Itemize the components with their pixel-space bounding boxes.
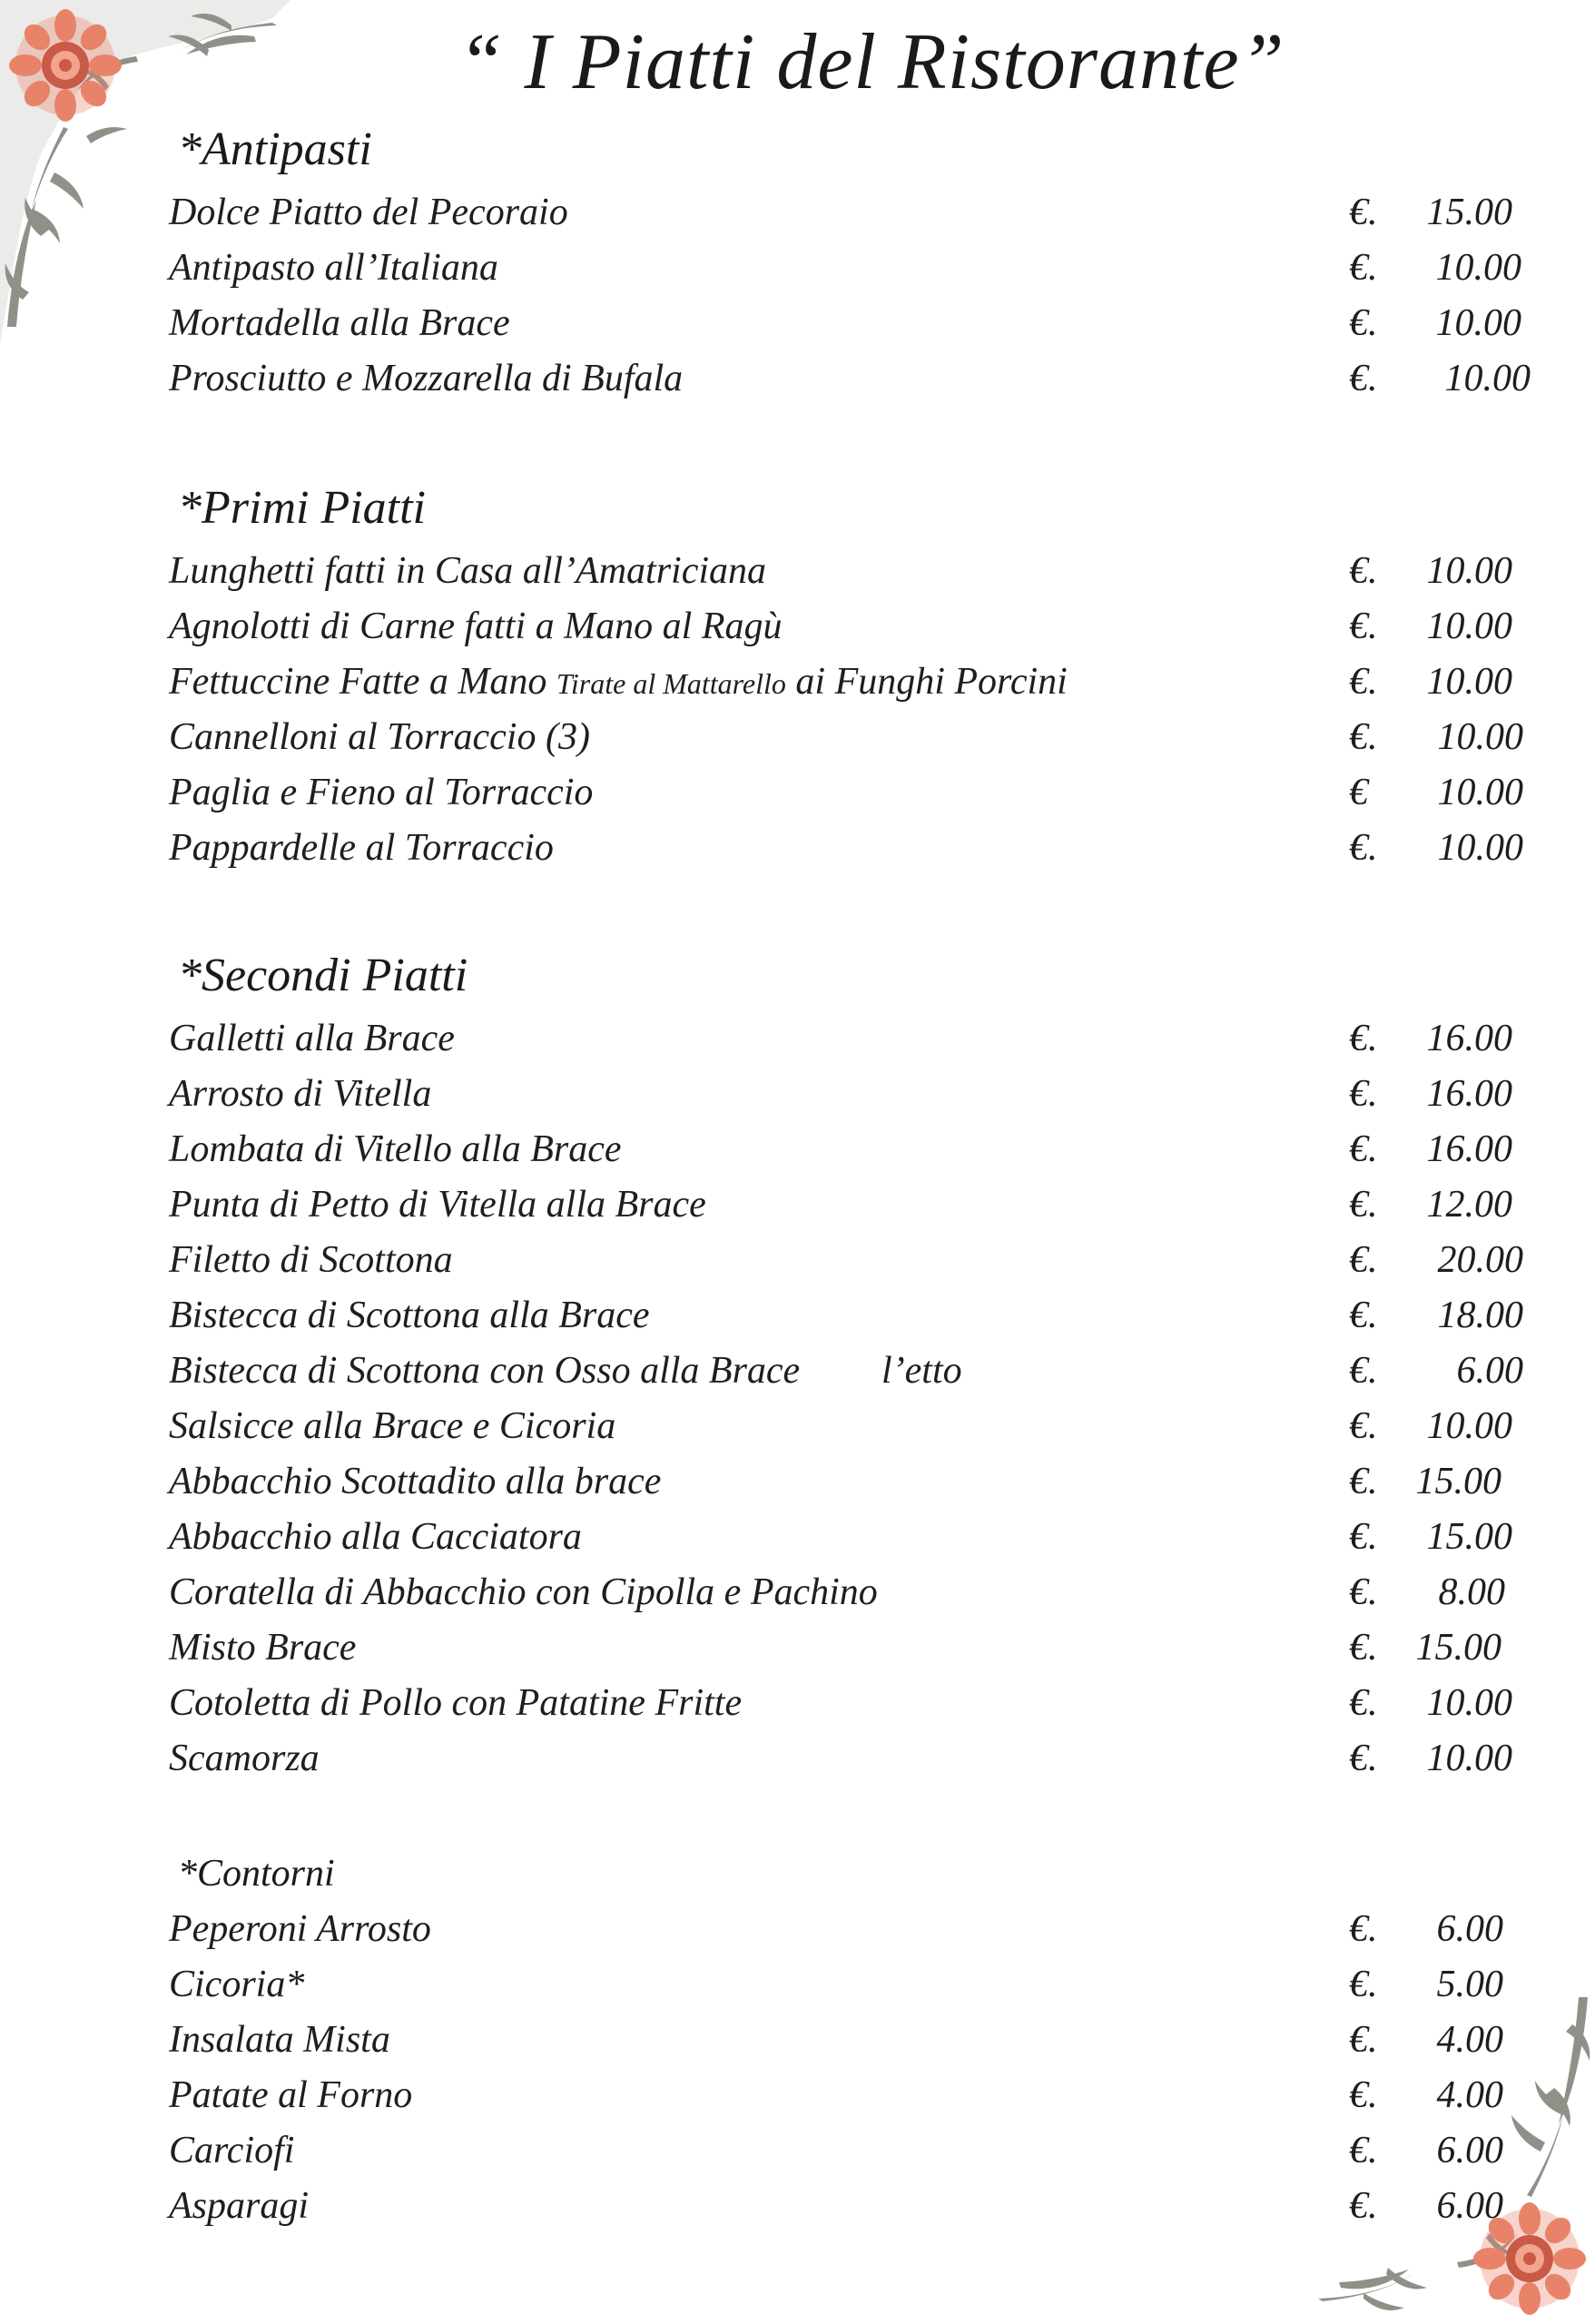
item-price: 6.00 <box>1436 1908 1503 1950</box>
item-price: 12.00 <box>1426 1184 1512 1226</box>
item-price: 10.00 <box>1437 716 1523 758</box>
menu-item <box>169 2129 1549 2181</box>
item-name: Peperoni Arrosto <box>169 1908 431 1950</box>
menu-item <box>169 1072 1549 1125</box>
item-currency: €. <box>1349 550 1378 592</box>
item-currency: €. <box>1349 1405 1378 1447</box>
menu-item <box>169 1294 1549 1346</box>
item-currency: €. <box>1349 2130 1378 2171</box>
item-currency: €. <box>1349 358 1378 399</box>
item-currency: €. <box>1349 827 1378 869</box>
item-currency: €. <box>1349 1184 1378 1226</box>
item-name: Lunghetti fatti in Casa all’Amatriciana <box>169 550 767 592</box>
item-currency: €. <box>1349 716 1378 758</box>
item-name: Asparagi <box>169 2185 310 2227</box>
item-currency: €. <box>1349 1461 1378 1502</box>
item-name: Coratella di Abbacchio con Cipolla e Pachino <box>169 1571 878 1613</box>
item-price: 15.00 <box>1426 192 1512 233</box>
menu-item <box>169 1907 1549 1960</box>
menu-item <box>169 1737 1549 1789</box>
item-name-detail: Tirate al Mattarello <box>556 667 786 700</box>
item-price: 16.00 <box>1426 1073 1512 1115</box>
item-currency: €. <box>1349 1128 1378 1170</box>
item-name: Cannelloni al Torraccio (3) <box>169 716 590 758</box>
item-name: Arrosto di Vitella <box>169 1073 432 1115</box>
item-name: Misto Brace <box>169 1627 357 1669</box>
item-price: 10.00 <box>1426 1405 1512 1447</box>
item-name: Lombata di Vitello alla Brace <box>169 1128 622 1170</box>
item-name: Punta di Petto di Vitella alla Brace <box>169 1184 706 1226</box>
page-title: “ I Piatti del Ristorante” <box>458 18 1285 106</box>
menu-item <box>169 1017 1549 1069</box>
item-name: Mortadella alla Brace <box>169 302 510 344</box>
item-currency: €. <box>1349 1571 1378 1613</box>
item-name: Scamorza <box>169 1738 320 1779</box>
item-currency: €. <box>1349 192 1378 233</box>
item-price: 10.00 <box>1426 606 1512 647</box>
menu-item <box>169 2018 1549 2071</box>
item-name: Dolce Piatto del Pecoraio <box>169 192 568 233</box>
item-price: 10.00 <box>1437 772 1523 813</box>
menu-item <box>169 191 1549 243</box>
menu-item <box>169 1571 1549 1623</box>
item-currency: €. <box>1349 1964 1378 2005</box>
menu-item <box>169 1404 1549 1457</box>
item-currency: €. <box>1349 302 1378 344</box>
item-name: Patate al Forno <box>169 2074 413 2116</box>
item-name: Abbacchio Scottadito alla brace <box>169 1461 662 1502</box>
item-price: 18.00 <box>1437 1295 1523 1336</box>
item-name: Antipasto all’Italiana <box>169 247 498 289</box>
item-price: 6.00 <box>1436 2130 1503 2171</box>
item-price: 4.00 <box>1436 2019 1503 2061</box>
menu-item <box>169 1183 1549 1236</box>
menu-item <box>169 660 1549 713</box>
item-name-end: ai Funghi Porcini <box>795 661 1068 703</box>
menu-item <box>169 826 1549 879</box>
item-currency: €. <box>1349 247 1378 289</box>
item-name: Carciofi <box>169 2130 295 2171</box>
section-title: *Antipasti <box>178 123 372 175</box>
item-currency: €. <box>1349 606 1378 647</box>
item-note: l’etto <box>881 1350 962 1392</box>
item-currency: €. <box>1349 2019 1378 2061</box>
item-currency: €. <box>1349 2074 1378 2116</box>
item-price: 16.00 <box>1426 1128 1512 1170</box>
item-currency: €. <box>1349 1295 1378 1336</box>
item-currency: €. <box>1349 1073 1378 1115</box>
section-title: *Contorni <box>178 1853 335 1895</box>
menu-item <box>169 1626 1549 1679</box>
item-price: 10.00 <box>1437 827 1523 869</box>
menu-item <box>169 246 1549 299</box>
item-price: 8.00 <box>1438 1571 1505 1613</box>
item-price: 15.00 <box>1415 1461 1501 1502</box>
menu-item <box>169 1963 1549 2015</box>
menu-item <box>169 2073 1549 2126</box>
menu-item <box>169 301 1549 354</box>
item-name: Salsicce alla Brace e Cicoria <box>169 1405 616 1447</box>
item-name: Paglia e Fieno al Torraccio <box>169 772 594 813</box>
item-name: Bistecca di Scottona alla Brace <box>169 1295 650 1336</box>
item-price: 10.00 <box>1426 661 1512 703</box>
item-name: Cicoria* <box>169 1964 305 2005</box>
menu-item <box>169 1238 1549 1291</box>
item-price: 4.00 <box>1436 2074 1503 2116</box>
item-price: 10.00 <box>1444 358 1531 399</box>
item-name: Pappardelle al Torraccio <box>169 827 554 869</box>
item-name: Galletti alla Brace <box>169 1018 455 1059</box>
item-name <box>169 660 1068 704</box>
item-name: Insalata Mista <box>169 2019 390 2061</box>
item-name: Bistecca di Scottona con Osso alla Brace <box>169 1350 801 1392</box>
item-currency: €. <box>1349 1350 1378 1392</box>
menu-item <box>169 715 1549 768</box>
item-price: 10.00 <box>1426 550 1512 592</box>
item-currency: €. <box>1349 1018 1378 1059</box>
item-name: Filetto di Scottona <box>169 1239 453 1281</box>
item-price: 15.00 <box>1426 1516 1512 1558</box>
item-price: 10.00 <box>1426 1738 1512 1779</box>
menu-item <box>169 1681 1549 1734</box>
item-currency: €. <box>1349 1682 1378 1724</box>
item-name: Abbacchio alla Cacciatora <box>169 1516 582 1558</box>
item-price: 10.00 <box>1435 247 1521 289</box>
item-price: 16.00 <box>1426 1018 1512 1059</box>
item-name-main: Fettuccine Fatte a Mano <box>169 661 547 703</box>
item-price: 5.00 <box>1436 1964 1503 2005</box>
item-currency: €. <box>1349 2185 1378 2227</box>
item-price: 10.00 <box>1426 1682 1512 1724</box>
item-currency: €. <box>1349 1627 1378 1669</box>
item-name: Agnolotti di Carne fatti a Mano al Ragù <box>169 606 783 647</box>
menu-item <box>169 357 1549 409</box>
section-title: *Secondi Piatti <box>178 950 468 1001</box>
item-price: 15.00 <box>1415 1627 1501 1669</box>
item-currency: €. <box>1349 1908 1378 1950</box>
section-title: *Primi Piatti <box>178 482 426 534</box>
menu-item <box>169 1128 1549 1180</box>
menu-item <box>169 2184 1549 2237</box>
item-price: 6.00 <box>1456 1350 1523 1392</box>
item-price: 10.00 <box>1435 302 1521 344</box>
item-price: 6.00 <box>1436 2185 1503 2227</box>
item-currency: € <box>1349 772 1368 813</box>
menu-item <box>169 549 1549 602</box>
menu-item <box>169 605 1549 657</box>
menu-item <box>169 1515 1549 1568</box>
menu-item <box>169 771 1549 823</box>
item-currency: €. <box>1349 1516 1378 1558</box>
item-name: Cotoletta di Pollo con Patatine Fritte <box>169 1682 743 1724</box>
item-currency: €. <box>1349 1239 1378 1281</box>
item-name: Prosciutto e Mozzarella di Bufala <box>169 358 684 399</box>
item-price: 20.00 <box>1437 1239 1523 1281</box>
item-currency: €. <box>1349 661 1378 703</box>
item-currency: €. <box>1349 1738 1378 1779</box>
menu-item <box>169 1460 1549 1512</box>
menu-item <box>169 1349 1549 1402</box>
